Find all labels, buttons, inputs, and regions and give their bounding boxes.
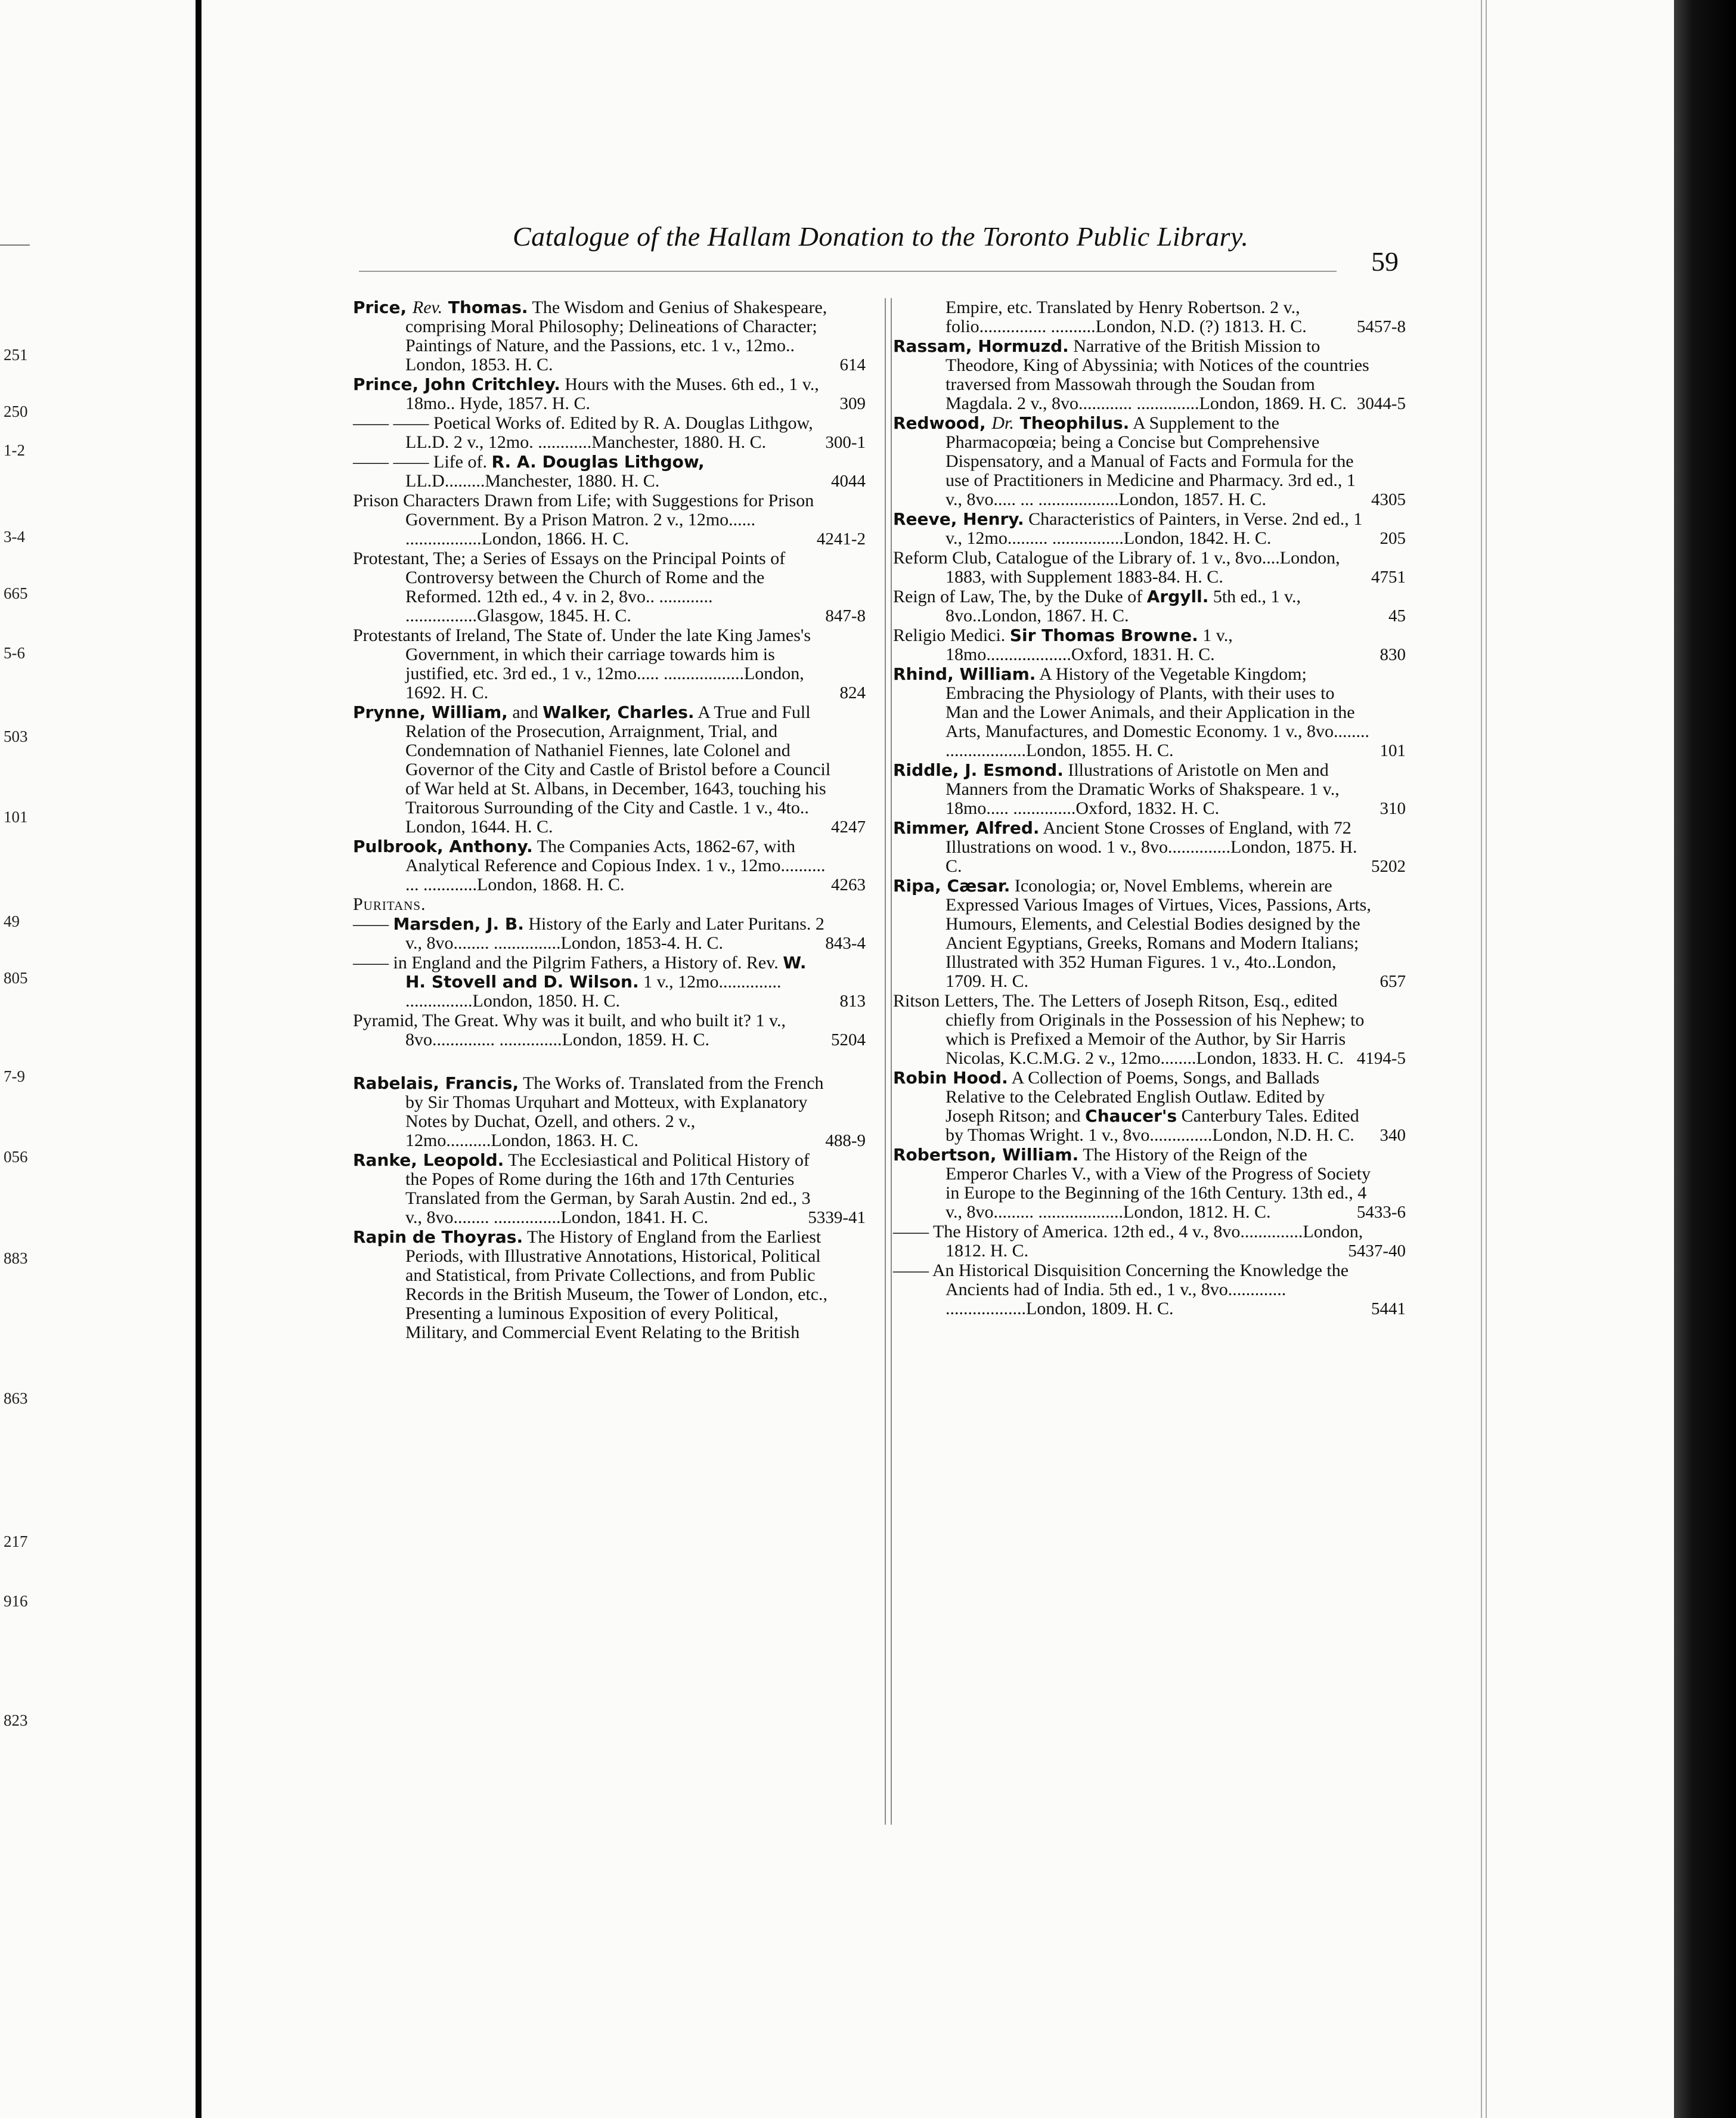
shelf-number: 4305 (1371, 490, 1406, 509)
entry-description: History of the Early and Later Puritans. 2 v., 8vo........ ...............London, 1853-4. H. C. (405, 914, 824, 953)
author-name: Argyll. (1146, 587, 1209, 606)
shelf-number: 5202 (1371, 857, 1406, 876)
catalogue-entry (353, 1151, 866, 1227)
page-edge-line (1481, 0, 1482, 2118)
entry-text (353, 837, 831, 894)
author-name: R. A. Douglas Lithgow, (491, 452, 705, 472)
page-edge-line (1486, 0, 1487, 2118)
entry-description: Empire, etc. Translated by Henry Robertson. 2 v., folio............... ..........London, N.D. (?) 1813. H. C. (946, 298, 1307, 336)
entry-description: Religio Medici. (893, 626, 1010, 645)
section-gap (353, 1050, 866, 1074)
shelf-number: 4044 (831, 472, 866, 491)
entry-description: Iconologia; or, Novel Emblems, wherein are Expressed Various Images of Virtues, Vices, Passions, Arts, Humours, Elements, and Celestial Bodies designed by the Ancient Egyptians, Greeks, Romans and Modern Italians; Illustrated with 352 Human Figures. 1 v., 4to..London, 1709. H. C. (946, 876, 1371, 991)
facing-page-number: 7-9 (4, 1067, 25, 1085)
catalogue-entry (893, 626, 1406, 664)
entry-text (353, 298, 831, 374)
shelf-number: 5437-40 (1348, 1241, 1406, 1261)
author-name: Redwood, (893, 413, 992, 433)
entry-description: 5th ed., 1 v., 8vo..London, 1867. H. C. (946, 587, 1301, 626)
entry-text (893, 1261, 1371, 1318)
author-name: Rassam, Hormuzd. (893, 336, 1069, 356)
entry-text (353, 1011, 831, 1049)
catalogue-entry (353, 1228, 866, 1342)
shelf-number: 813 (839, 992, 866, 1011)
shelf-number: 5339-41 (808, 1208, 866, 1227)
facing-page-number: 3-4 (4, 528, 25, 546)
entry-description: —— in England and the Pilgrim Fathers, a History of. Rev. (353, 953, 783, 973)
author-name: Chaucer's (1085, 1106, 1177, 1126)
entry-description: The Works of. Translated from the French by Sir Thomas Urquhart and Motteux, with Explanatory Notes by Duchat, Ozell, and others. 2 v., 12mo..........London, 1863. H. C. (405, 1073, 824, 1150)
entry-description: Hours with the Muses. 6th ed., 1 v., 18mo.. Hyde, 1857. H. C. (405, 374, 819, 413)
catalogue-entry (893, 510, 1406, 548)
page-edge-shadow (1674, 0, 1736, 2118)
facing-page-number: 883 (4, 1249, 28, 1267)
entry-description: Reign of Law, The, by the Duke of (893, 587, 1147, 606)
entry-text (893, 587, 1371, 626)
shelf-number: 5457-8 (1356, 317, 1406, 336)
entry-description: LL.D.........Manchester, 1880. H. C. (405, 471, 660, 491)
entry-description: A Collection of Poems, Songs, and Ballads Relative to the Celebrated English Outlaw. Edited by Joseph Ritson; and (946, 1068, 1325, 1126)
entry-text (893, 992, 1371, 1068)
shelf-number: 309 (839, 394, 866, 413)
author-name: Riddle, J. Esmond. (893, 760, 1064, 780)
entry-description: Protestant, The; a Series of Essays on the Principal Points of Controversy between the Church of Rome and the Reformed. 12th ed., 4 v. in 2, 8vo.. ............ ................Glasgow, 1845. H. C. (353, 549, 786, 626)
entry-description: and (507, 702, 543, 722)
entry-text (353, 453, 831, 491)
author-name: Price, (353, 298, 413, 317)
catalogue-entry (353, 626, 866, 702)
entry-description: Narrative of the British Mission to Theodore, King of Abyssinia; with Notices of the countries traversed from Massowah through the Soudan from Magdala. 2 v., 8vo............ ..............London, 1869. H. C. (946, 336, 1369, 413)
shelf-number: 4241-2 (816, 530, 866, 549)
catalogue-entry (353, 375, 866, 413)
entry-description: —— The History of America. 12th ed., 4 v., 8vo..............London, 1812. H. C. (893, 1222, 1363, 1261)
catalogue-entry (353, 1074, 866, 1150)
shelf-number: 4194-5 (1356, 1049, 1406, 1068)
entry-text (893, 337, 1371, 413)
entry-description: Ancient Stone Crosses of England, with 72 Illustrations on wood. 1 v., 8vo..............London, 1875. H. C. (946, 818, 1357, 876)
honorific: Dr. (991, 413, 1014, 433)
shelf-number: 340 (1380, 1126, 1406, 1145)
honorific: Rev. (412, 298, 443, 317)
shelf-number: 4263 (831, 875, 866, 894)
facing-page-rule (0, 244, 30, 246)
catalogue-entry (893, 665, 1406, 760)
facing-page-number: 251 (4, 346, 28, 364)
catalogue-entry (353, 953, 866, 1011)
shelf-number: 4247 (831, 818, 866, 837)
catalogue-entry (893, 1069, 1406, 1145)
author-name: Walker, Charles. (542, 702, 695, 722)
entry-text (893, 877, 1371, 991)
entry-text (893, 665, 1371, 760)
entry-description: —— —— Life of. (353, 452, 492, 472)
facing-page-number: 665 (4, 584, 28, 602)
entry-text (893, 549, 1371, 587)
entry-description: The History of England from the Earliest Periods, with Illustrative Annotations, Historical, Political and Statistical, from Private Collections, and from Public Records in the British Museum, the Tower of London, etc., Presenting a luminous Exposition of every Political, Military, and Commercial Event Relating to the British (405, 1227, 828, 1342)
shelf-number: 843-4 (825, 934, 866, 953)
entry-text (893, 761, 1371, 818)
entry-text (353, 703, 831, 837)
entry-text (353, 895, 831, 914)
author-name: Ripa, Cæsar. (893, 876, 1010, 896)
author-name: Pulbrook, Anthony. (353, 837, 533, 856)
entry-description: 1 v., 12mo.............. ...............London, 1850. H. C. (405, 972, 782, 1011)
catalogue-entry (893, 414, 1406, 509)
catalogue-entry (893, 337, 1406, 413)
entry-description: 1 v., 18mo...................Oxford, 1831. H. C. (946, 626, 1233, 664)
entry-description: Reform Club, Catalogue of the Library of. 1 v., 8vo....London, 1883, with Supplement 1883-84. H. C. (893, 548, 1340, 587)
entry-text (893, 298, 1371, 336)
entry-text (353, 491, 831, 549)
catalogue-entry (893, 1261, 1406, 1318)
entry-text (893, 819, 1371, 876)
facing-page-number: 5-6 (4, 644, 25, 662)
entry-text (353, 549, 831, 626)
entry-description: Canterbury Tales. Edited by Thomas Wright. 1 v., 8vo..............London, N.D. H. C. (946, 1106, 1359, 1145)
entry-description: A Supplement to the Pharmacopœia; being a Concise but Comprehensive Dispensatory, and a Manual of Facts and Formula for the use of Practitioners in Medicine and Pharmacy. 3rd ed., 1 v., 8vo..... ... ..................London, 1857. H. C. (946, 413, 1356, 509)
catalogue-entry (893, 1145, 1406, 1222)
entry-text (353, 953, 831, 1011)
entry-description: The Ecclesiastical and Political History of the Popes of Rome during the 16th and 17th Centuries Translated from the German, by Sarah Austin. 2nd ed., 3 v., 8vo........ ...............London, 1841. H. C. (405, 1150, 811, 1227)
facing-page-number: 916 (4, 1592, 28, 1610)
entry-text (353, 1151, 831, 1227)
shelf-number: 5433-6 (1356, 1203, 1406, 1222)
entry-text (353, 375, 831, 413)
entry-text (353, 626, 831, 702)
page-title: Catalogue of the Hallam Donation to the Toronto Public Library. (513, 221, 1249, 252)
author-name: Robertson, William. (893, 1145, 1079, 1165)
catalogue-entry (353, 895, 866, 914)
author-name: Reeve, Henry. (893, 509, 1024, 529)
book-gutter (196, 0, 202, 2118)
catalogue-entry (353, 491, 866, 549)
author-name: Thomas. (442, 298, 528, 317)
shelf-number: 5204 (831, 1030, 866, 1049)
facing-page-number: 49 (4, 912, 20, 930)
catalogue-entry (353, 703, 866, 837)
author-name: Sir Thomas Browne. (1009, 626, 1198, 645)
author-name: W. H. Stovell and D. Wilson. (405, 953, 807, 992)
catalogue-entry (353, 549, 866, 626)
right-column (893, 298, 1406, 1319)
entry-description: —— An Historical Disquisition Concerning the Knowledge the Ancients had of India. 5th ed., 1 v., 8vo............. ..................London, 1809. H. C. (893, 1261, 1349, 1318)
entry-text (893, 626, 1371, 664)
author-name: Ranke, Leopold. (353, 1150, 504, 1170)
entry-text (893, 510, 1371, 548)
entry-description: The History of the Reign of the Emperor Charles V., with a View of the Progress of Society in Europe to the Beginning of the 16th Century. 13th ed., 4 v., 8vo......... ...................London, 1812. H. C. (946, 1145, 1371, 1222)
entry-description: A History of the Vegetable Kingdom; Embracing the Physiology of Plants, with their uses to Man and the Lower Animals, and their Application in the Arts, Manufactures, and Domestic Economy. 1 v., 8vo........ ..................London, 1855. H. C. (946, 664, 1369, 760)
catalogue-entry (353, 915, 866, 953)
column-divider (885, 298, 886, 1825)
entry-description: Prison Characters Drawn from Life; with Suggestions for Prison Government. By a Prison Matron. 2 v., 12mo...... .................London, 1866. H. C. (353, 491, 814, 549)
entry-description: Pyramid, The Great. Why was it built, and who built it? 1 v., 8vo.............. ..............London, 1859. H. C. (353, 1011, 786, 1049)
entry-description: —— —— Poetical Works of. Edited by R. A. Douglas Lithgow, LL.D. 2 v., 12mo. ............Manchester, 1880. H. C. (353, 413, 813, 452)
entry-description: Protestants of Ireland, The State of. Under the late King James's Government, in which their carriage towards him is justified, etc. 3rd ed., 1 v., 12mo..... ..................London, 1692. H. C. (353, 626, 811, 702)
catalogue-entry (353, 837, 866, 894)
entry-description: —— (353, 914, 393, 934)
shelf-number: 824 (839, 683, 866, 702)
column-divider (891, 298, 892, 1825)
entry-description: Illustrations of Aristotle on Men and Manners from the Dramatic Works of Shakspeare. 1 v., 18mo..... ..............Oxford, 1832. H. C. (946, 760, 1340, 818)
author-name: Prince, John Critchley. (353, 374, 560, 394)
catalogue-entry (353, 1011, 866, 1049)
author-name: Theophilus. (1013, 413, 1130, 433)
catalogue-entry (353, 414, 866, 452)
subject-heading: Puritans. (353, 894, 426, 914)
entry-description: The Companies Acts, 1862-67, with Analytical Reference and Copious Index. 1 v., 12mo.......... ... ............London, 1868. H. C. (405, 837, 826, 894)
facing-page-number: 805 (4, 969, 28, 987)
shelf-number: 205 (1380, 529, 1406, 548)
entry-text (893, 1069, 1371, 1145)
shelf-number: 830 (1380, 645, 1406, 664)
facing-page-fragment (0, 0, 196, 2118)
catalogue-entry (893, 587, 1406, 626)
author-name: Rabelais, Francis, (353, 1073, 519, 1093)
author-name: Rimmer, Alfred. (893, 818, 1040, 838)
entry-text (893, 1145, 1371, 1222)
header-rule (359, 271, 1337, 272)
author-name: Prynne, William, (353, 702, 508, 722)
author-name: Rapin de Thoyras. (353, 1227, 523, 1247)
catalogue-entry (893, 819, 1406, 876)
facing-page-number: 250 (4, 402, 28, 420)
catalogue-entry (893, 992, 1406, 1068)
entry-text (893, 1222, 1371, 1261)
shelf-number: 101 (1380, 741, 1406, 760)
entry-description: A True and Full Relation of the Prosecution, Arraignment, Trial, and Condemnation of Nathaniel Fiennes, late Colonel and Governor of the City and Castle of Bristol before a Council of War held at St. Albans, in December, 1643, touching his Traitorous Surrounding of the City and Castle. 1 v., 4to.. London, 1644. H. C. (405, 702, 831, 837)
entry-text (353, 915, 831, 953)
shelf-number: 300-1 (825, 433, 866, 452)
shelf-number: 5441 (1371, 1299, 1406, 1318)
author-name: Rhind, William. (893, 664, 1036, 684)
shelf-number: 4751 (1371, 568, 1406, 587)
shelf-number: 45 (1388, 606, 1406, 626)
facing-page-number: 1-2 (4, 441, 25, 459)
facing-page-number: 503 (4, 727, 28, 745)
author-name: Marsden, J. B. (393, 914, 524, 934)
catalogue-entry (893, 298, 1406, 336)
shelf-number: 310 (1380, 799, 1406, 818)
entry-text (893, 414, 1371, 509)
catalogue-entry (353, 298, 866, 374)
catalogue-entry (893, 1222, 1406, 1261)
facing-page-number: 101 (4, 808, 28, 826)
shelf-number: 614 (839, 355, 866, 374)
entry-text (353, 1228, 831, 1342)
catalogue-entry (893, 877, 1406, 991)
entry-description: Ritson Letters, The. The Letters of Joseph Ritson, Esq., edited chiefly from Originals in the Possession of his Nephew; to which is Prefixed a Memoir of the Author, by Sir Harris Nicolas, K.C.M.G. 2 v., 12mo........London, 1833. H. C. (893, 991, 1365, 1068)
facing-page-number: 217 (4, 1532, 28, 1550)
shelf-number: 847-8 (825, 606, 866, 626)
facing-page-number: 056 (4, 1148, 28, 1166)
catalogue-entry (353, 453, 866, 491)
page-edge-lines (1478, 0, 1493, 2118)
entry-description: Characteristics of Painters, in Verse. 2nd ed., 1 v., 12mo......... ................London, 1842. H. C. (946, 509, 1363, 548)
shelf-number: 488-9 (825, 1131, 866, 1150)
author-name: Robin Hood. (893, 1068, 1008, 1088)
entry-text (353, 414, 831, 452)
entry-description: The Wisdom and Genius of Shakespeare, comprising Moral Philosophy; Delineations of Character; Paintings of Nature, and the Passions, etc. 1 v., 12mo.. London, 1853. H. C. (405, 298, 827, 374)
catalogue-entry (893, 761, 1406, 818)
page-number: 59 (1371, 246, 1399, 277)
shelf-number: 3044-5 (1356, 394, 1406, 413)
facing-page-number: 863 (4, 1389, 28, 1407)
facing-page-number: 823 (4, 1711, 28, 1729)
shelf-number: 657 (1380, 972, 1406, 991)
catalogue-entry (893, 549, 1406, 587)
left-column (353, 298, 866, 1343)
entry-text (353, 1074, 831, 1150)
